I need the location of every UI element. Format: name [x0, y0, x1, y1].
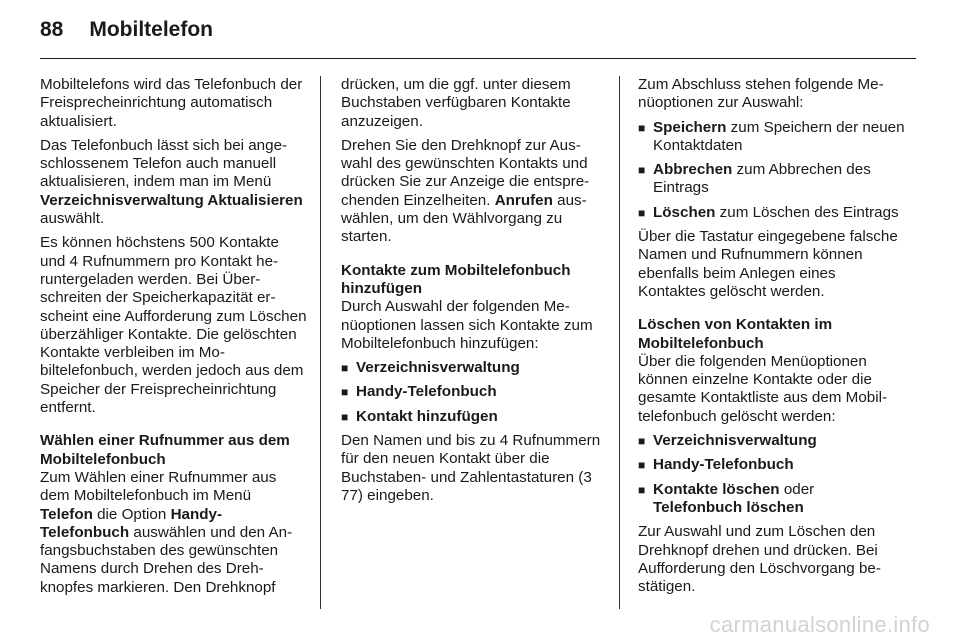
bullet-icon: ■	[638, 120, 646, 135]
paragraph: Zum Abschluss stehen folgende Menüoptionen zur Auswahl:	[638, 76, 884, 112]
paragraph: Das Telefonbuch lässt sich bei angeschlossenem Telefon auch manuell aktualisieren, indem man im Menü Verzeichnisverwaltung Aktualisieren auswählt.	[40, 136, 303, 228]
paragraph: Durch Auswahl der folgenden Menüoptionen lassen sich Kontakte zum Mobiltelefonbuch hinzufügen:	[341, 298, 593, 352]
column-2	[341, 76, 605, 511]
section-heading: Löschen von Kontakten im Mobiltelefonbuch	[638, 316, 833, 352]
list-item: ■ Handy-Telefonbuch	[638, 456, 794, 474]
watermark: carmanualsonline.info	[709, 612, 930, 637]
bullet-icon: ■	[638, 434, 646, 449]
list-item: ■ Handy-Telefonbuch	[341, 383, 497, 401]
column-3	[638, 76, 906, 602]
paragraph: Zur Auswahl und zum Löschen den Drehknopf drehen und drücken. Bei Aufforderung den Löschvorgang bestätigen.	[638, 523, 881, 596]
section-heading: Kontakte zum Mobiltelefonbuch hinzufügen	[341, 261, 571, 297]
column-1	[40, 76, 308, 603]
page-reference-icon: 3	[583, 468, 592, 486]
paragraph: Über die folgenden Menüoptionen können einzelne Kontakte oder die gesamte Kontaktliste aus dem Mobiltelefonbuch gelöscht werden:	[638, 352, 888, 425]
list-item: ■ Speichern zum Speichern der neuen Kontaktdaten	[638, 118, 905, 154]
page-title: Mobiltelefon	[89, 18, 214, 41]
list-item: ■ Kontakte löschen oder Telefonbuch löschen	[638, 480, 815, 516]
list-item: ■ Verzeichnisverwaltung	[341, 359, 520, 377]
page-header	[40, 18, 213, 50]
paragraph: Drehen Sie den Drehknopf zur Auswahl des gewünschten Kontakts und drücken Sie zur Anzeige die entsprechenden Einzelheiten. Anrufen auswählen, um den Wählvorgang zu starten.	[341, 136, 590, 246]
column-divider	[619, 76, 620, 609]
bullet-icon: ■	[638, 163, 646, 178]
paragraph: Es können höchstens 500 Kontakte und 4 Rufnummern pro Kontakt heruntergeladen werden. Bei Überschreiten der Speicherkapazität erscheint eine Aufforderung zum Löschen überzähliger Kontakte. Die gelöschten Kontakte verbleiben im Mobiltelefonbuch, werden jedoch aus dem Speicher der Freisprecheinrichtung entfernt.	[40, 234, 307, 417]
menu-path: Verzeichnisverwaltung Aktualisieren	[40, 191, 303, 209]
paragraph: Zum Wählen einer Rufnummer aus dem Mobiltelefonbuch im Menü Telefon die Option Handy-Telefonbuch auswählen und den Anfangsbuchstaben des gewünschten Namens durch Drehen des Drehknopfes markieren. Den Drehknopf	[40, 468, 293, 596]
bullet-icon: ■	[341, 361, 349, 376]
list-item: ■ Abbrechen zum Abbrechen des Eintrags	[638, 161, 871, 197]
bullet-icon: ■	[638, 482, 646, 497]
bullet-icon: ■	[638, 205, 646, 220]
bullet-icon: ■	[341, 409, 349, 424]
page-number: 88	[40, 18, 64, 41]
bullet-icon: ■	[638, 458, 646, 473]
list-item: ■ Löschen zum Löschen des Eintrags	[638, 203, 899, 221]
column-divider	[320, 76, 321, 609]
header-rule	[40, 58, 916, 59]
list-item: ■ Kontakt hinzufügen	[341, 407, 498, 425]
paragraph: Den Namen und bis zu 4 Rufnummern für den neuen Kontakt über die Buchstaben- und Zahlentastaturen (3 77) eingeben.	[341, 432, 601, 504]
list-item: ■ Verzeichnisverwaltung	[638, 432, 817, 450]
bullet-icon: ■	[341, 385, 349, 400]
paragraph: Über die Tastatur eingegebene falsche Namen und Rufnummern können ebenfalls beim Anlegen eines Kontaktes gelöscht werden.	[638, 228, 898, 300]
paragraph: drücken, um die ggf. unter diesem Buchstaben verfügbaren Kontakte anzuzeigen.	[341, 76, 571, 130]
section-heading: Wählen einer Rufnummer aus dem Mobiltelefonbuch	[40, 432, 290, 468]
paragraph: Mobiltelefons wird das Telefonbuch der Freisprecheinrichtung automatisch aktualisiert.	[40, 76, 303, 130]
